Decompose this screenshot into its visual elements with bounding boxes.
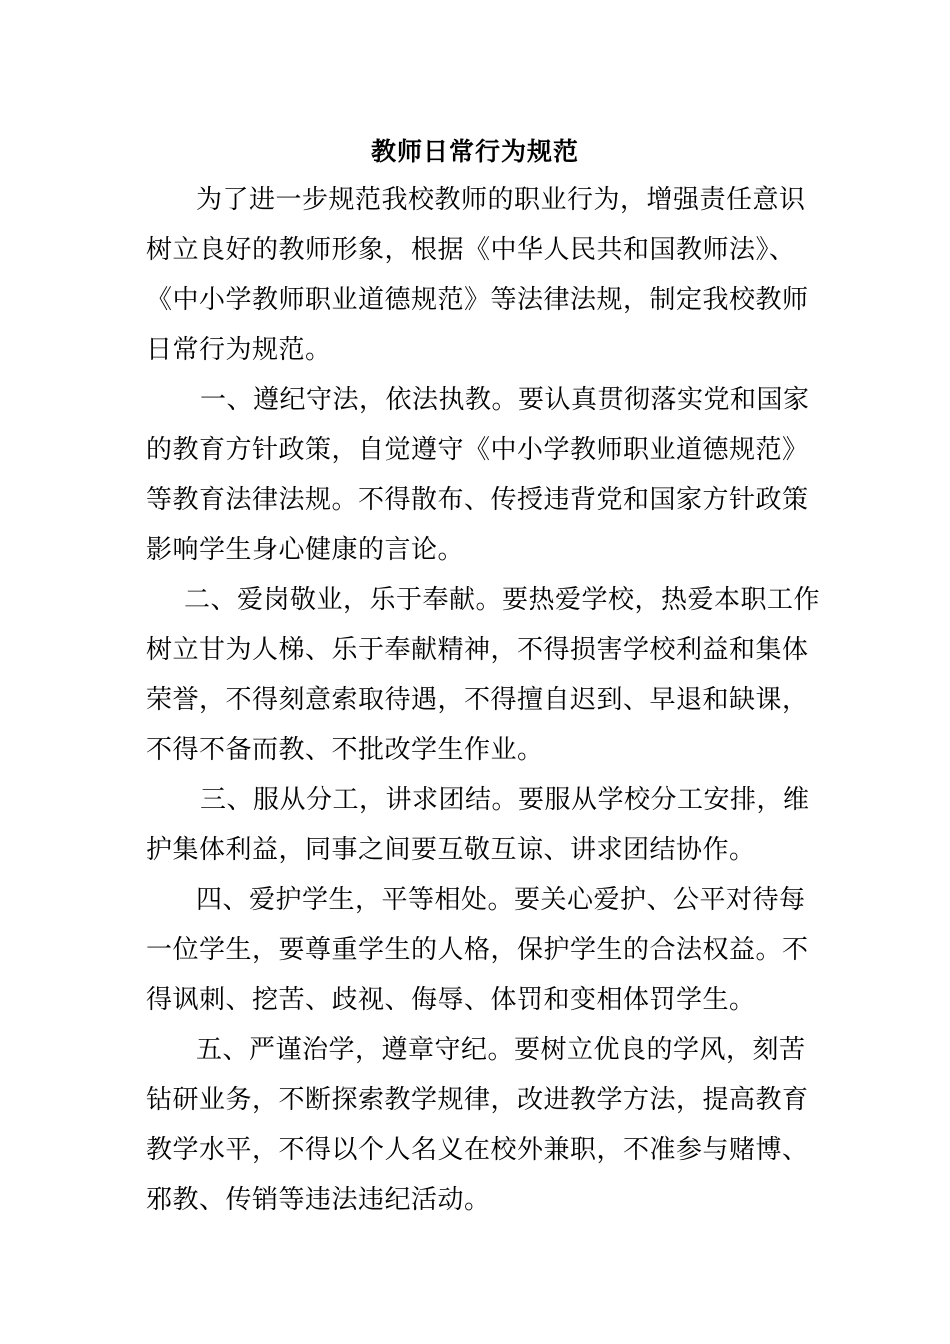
text-line: 五、严谨治学，遵章守纪。要树立优良的学风，刻苦 [196,1035,806,1065]
text-line: 邪教、传销等违法违纪活动。 [146,1185,491,1215]
text-line: 一位学生，要尊重学生的人格，保护学生的合法权益。不 [146,935,809,965]
text-line: 为了进一步规范我校教师的职业行为，增强责任意识 [196,185,806,215]
text-line: 二、爱岗敬业，乐于奉献。要热爱学校，热爱本职工作 [184,585,821,615]
text-line: 一、遵纪守法，依法执教。要认真贯彻落实党和国家 [200,385,810,415]
text-line: 树立良好的教师形象，根据《中华人民共和国教师法》、 [146,235,796,265]
text-line: 日常行为规范。 [146,335,332,365]
text-line: 树立甘为人梯、乐于奉献精神，不得损害学校利益和集体 [146,635,809,665]
text-line: 荣誉，不得刻意索取待遇，不得擅自迟到、早退和缺课， [146,685,809,715]
text-line: 不得不备而教、不批改学生作业。 [146,735,544,765]
text-line: 护集体利益，同事之间要互敬互谅、讲求团结协作。 [146,835,756,865]
text-line: 教学水平，不得以个人名义在校外兼职，不准参与赌博、 [146,1135,809,1165]
document-title: 教师日常行为规范 [370,137,579,166]
text-line: 得讽刺、挖苦、歧视、侮辱、体罚和变相体罚学生。 [146,985,756,1015]
text-line: 等教育法律法规。不得散布、传授违背党和国家方针政策 [146,485,809,515]
text-line: 三、服从分工，讲求团结。要服从学校分工安排，维 [200,785,810,815]
text-line: 影响学生身心健康的言论。 [146,535,465,565]
text-line: 的教育方针政策，自觉遵守《中小学教师职业道德规范》 [146,435,809,465]
text-line: 钻研业务，不断探索教学规律，改进教学方法，提高教育 [146,1085,809,1115]
text-line: 《中小学教师职业道德规范》等法律法规，制定我校教师 [146,285,809,315]
text-line: 四、爱护学生，平等相处。要关心爱护、公平对待每 [196,885,806,915]
